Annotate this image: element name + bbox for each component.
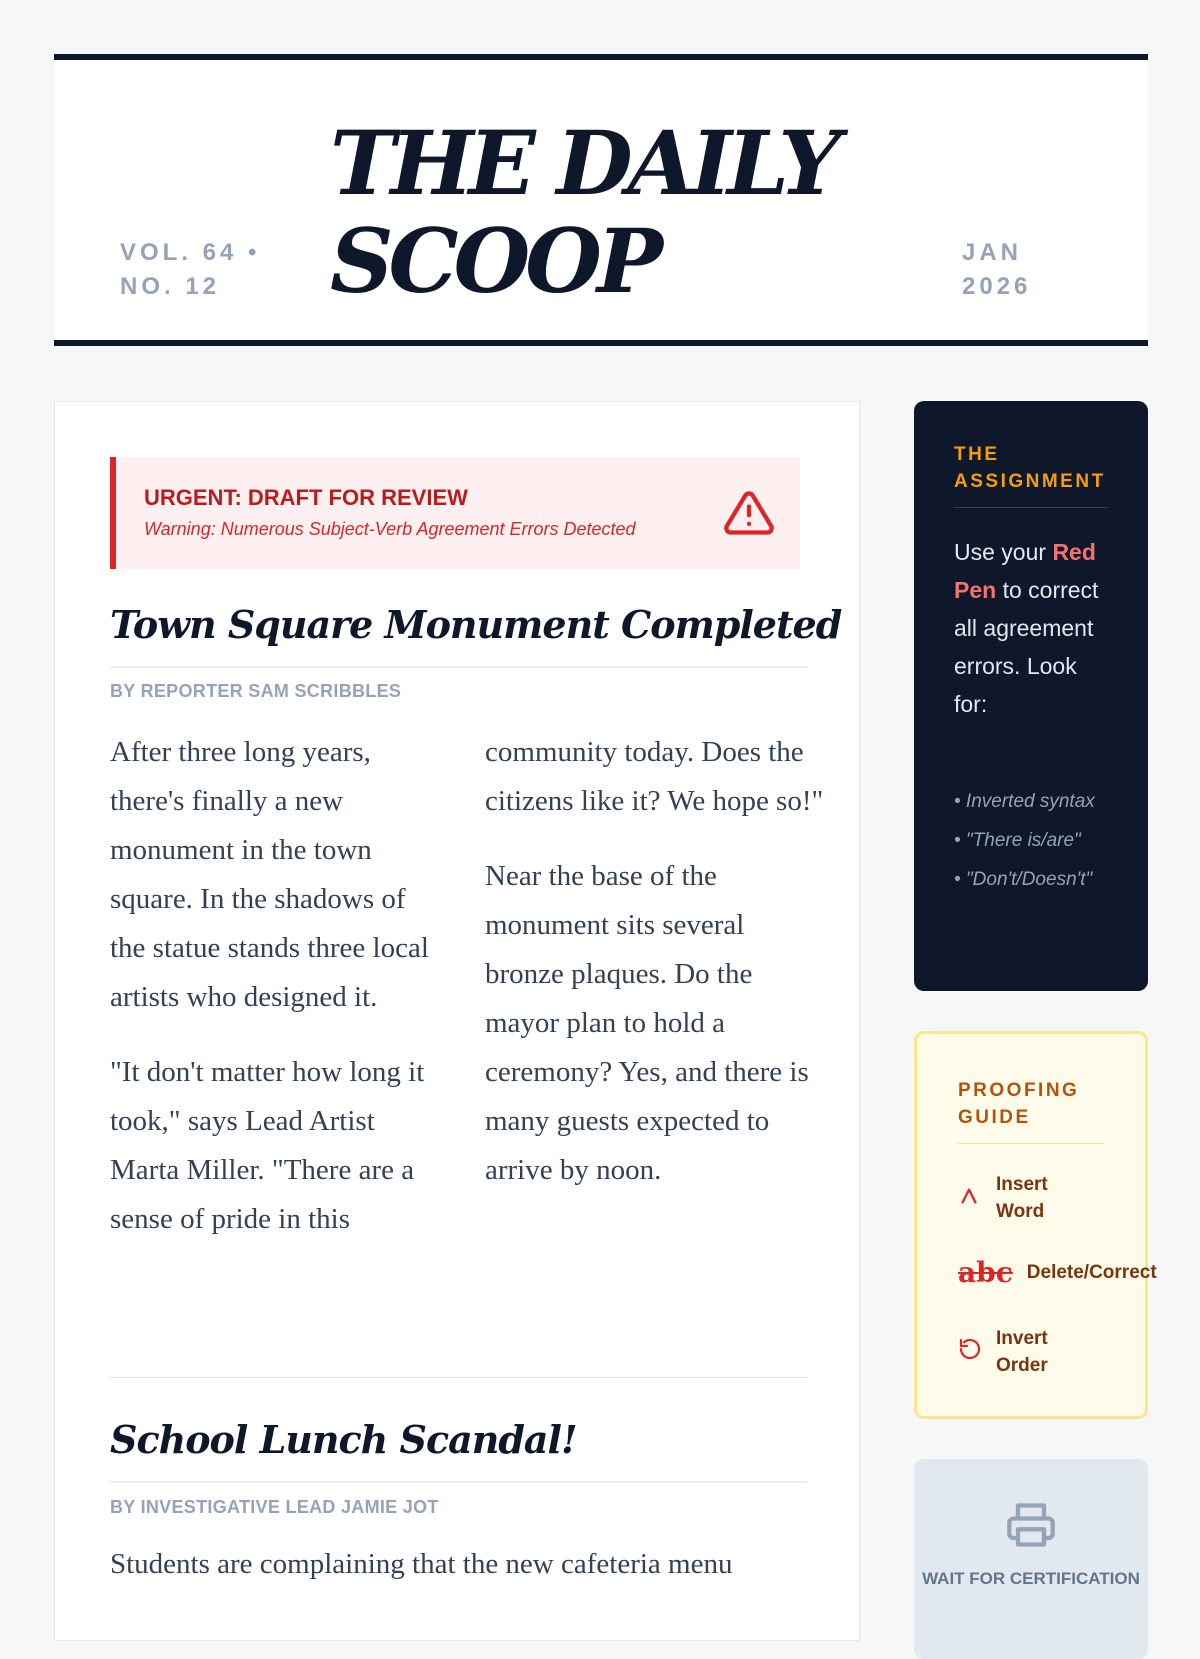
instruction-text: to correct all agreement errors. Look for: (954, 577, 1099, 717)
paragraph[interactable]: After three long years, there's finally a new monument in the town square. In the shadows of the statue stands three local artists who designed it. (110, 736, 429, 1013)
alert-subtitle: Warning: Numerous Subject-Verb Agreement Errors Detected (144, 519, 636, 539)
paragraph[interactable]: Students are complaining that the new cafeteria menu (110, 1548, 733, 1580)
guide-title: PROOFING GUIDE (958, 1080, 1080, 1128)
alert-title: URGENT: DRAFT FOR REVIEW (144, 485, 468, 510)
printer-icon (1005, 1499, 1057, 1551)
article-card (54, 401, 860, 1641)
masthead (54, 54, 1148, 346)
red-pen-highlight: Red Pen (954, 539, 1096, 603)
certification-panel[interactable] (914, 1459, 1148, 1659)
guide-item-insert (958, 1171, 1086, 1225)
article-column-2 (485, 728, 825, 1221)
certification-label: WAIT FOR CERTIFICATION (922, 1569, 1140, 1588)
headline-divider (110, 1481, 808, 1483)
issue-date: JAN 2026 (962, 239, 1032, 300)
tip-item: • "Don't/Doesn't" (954, 869, 1093, 890)
assignment-tips (954, 789, 1114, 906)
paragraph[interactable]: Near the base of the monument sits several bronze plaques. Do the mayor plan to hold a ceremony? Yes, and there is many guests expected to arrive by noon. (485, 860, 809, 1186)
guide-divider (958, 1143, 1104, 1144)
volume-label: VOL. 64 • NO. 12 (120, 239, 261, 300)
guide-label: Invert Order (996, 1328, 1048, 1376)
article-column-1 (110, 728, 445, 1270)
warning-triangle-icon (722, 487, 776, 539)
instruction-text: Use your (954, 539, 1053, 565)
caret-insert-icon (958, 1183, 996, 1214)
proofing-guide (914, 1031, 1157, 1419)
assignment-instructions (954, 533, 1114, 723)
article-headline: School Lunch Scandal! (110, 1417, 577, 1462)
draft-alert (110, 457, 800, 569)
section-divider (110, 1377, 808, 1378)
assignment-panel (914, 401, 1148, 991)
paragraph[interactable]: community today. Does the citizens like it? We hope so!" (485, 736, 824, 817)
article-byline: BY INVESTIGATIVE LEAD JAMIE JOT (110, 1497, 439, 1517)
strikethrough-icon: abc (958, 1256, 1013, 1289)
guide-label: Delete/Correct (1026, 1262, 1157, 1283)
headline-divider (110, 666, 808, 668)
assignment-title: THE ASSIGNMENT (954, 444, 1106, 492)
guide-label: Insert Word (996, 1174, 1048, 1222)
article-body (110, 1540, 800, 1615)
guide-item-invert (958, 1325, 1086, 1379)
article-headline: Town Square Monument Completed (110, 602, 842, 647)
rotate-icon (958, 1337, 996, 1368)
newspaper-title: THE DAILY SCOOP (330, 111, 837, 313)
guide-item-delete (958, 1256, 1157, 1289)
article-byline: BY REPORTER SAM SCRIBBLES (110, 681, 402, 701)
tip-item: • Inverted syntax (954, 791, 1095, 812)
paragraph[interactable]: "It don't matter how long it took," says Lead Artist Marta Miller. "There are a sense of pride in this (110, 1056, 425, 1235)
tip-item: • "There is/are" (954, 830, 1081, 851)
assignment-divider (954, 507, 1108, 508)
